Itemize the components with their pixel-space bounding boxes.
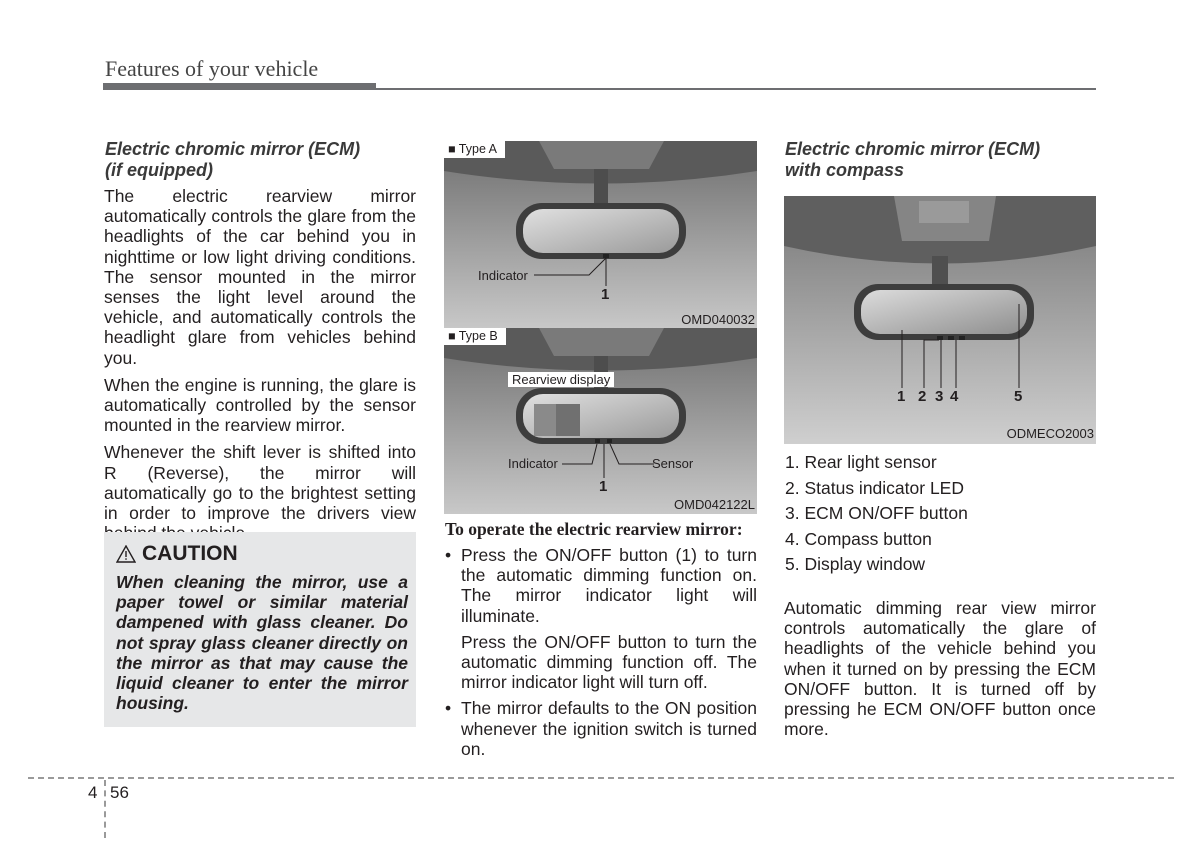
- bullet-item: [445, 698, 757, 759]
- ecm-paragraph-3: Whenever the shift lever is shifted into R (Reverse), the mirror will automatically go to the brightest setting in order to improve the drivers view: [104, 442, 416, 524]
- list-item: 4. Compass button: [785, 528, 932, 549]
- callout-number: 1: [897, 388, 906, 405]
- header-rule-thin: [376, 88, 1096, 90]
- figure-type-b: [444, 328, 757, 514]
- callout-number-1-a: 1: [601, 286, 610, 303]
- list-item: 2. Status indicator LED: [785, 477, 964, 498]
- ecm-paragraph-2: When the engine is running, the glare is automatically controlled by the sensor mounted in the rearview mirror.: [104, 374, 416, 436]
- ecm-paragraph-1: The electric rearview mirror automatically controls the glare from the headlights of the car behind you in nighttime or low light driving conditions. The sensor mounted in the mirror senses the light level around the vehicle, and automatically controls the headlight glare from vehicles behind you.: [104, 186, 416, 368]
- page-number: 56: [110, 783, 129, 802]
- operate-heading: To operate the electric rearview mirror:: [445, 519, 743, 539]
- figure-compass-mirror: [784, 196, 1096, 444]
- caution-box: [104, 532, 416, 727]
- compass-paragraph: Automatic dimming rear view mirror controls automatically the glare of headlights of the vehicle behind you when it turned on by pressing the ECM ON/OFF button. It is turned off by pressing he ECM ON/OFF button once more.: [784, 598, 1096, 740]
- rearview-display-callout: Rearview display: [508, 372, 614, 387]
- figure-type-a-code: OMD040032: [681, 312, 755, 327]
- bullet-symbol: •: [445, 545, 452, 565]
- header-rule-thick: [103, 83, 376, 90]
- ecm-heading-line2: (if equipped): [105, 160, 213, 180]
- page-header-title: Features of your vehicle: [105, 56, 319, 81]
- compass-mirror-illustration: [784, 196, 1096, 444]
- compass-parts-list: [785, 450, 968, 578]
- bullet-2-text: The mirror defaults to the ON position whenever the ignition switch is turned on.: [461, 698, 757, 759]
- bullet-1-continuation: Press the ON/OFF button to turn the automatic dimming function off. The mirror indicator light will turn off.: [461, 631, 757, 693]
- ecm-compass-heading-line2: with compass: [785, 160, 905, 180]
- figure-type-a-tag: ■ Type A: [444, 141, 505, 158]
- ecm-compass-heading: [785, 139, 1105, 181]
- list-item: 3. ECM ON/OFF button: [785, 503, 968, 524]
- bullet-1-text: Press the ON/OFF button (1) to turn the automatic dimming function on. The mirror indicator light will illuminate.: [461, 545, 757, 626]
- callout-number: 2: [918, 388, 927, 405]
- footer-dashed-rule: [28, 777, 1174, 779]
- figure-type-b-code: OMD042122L: [674, 497, 755, 512]
- sensor-callout-b: Sensor: [652, 456, 694, 471]
- footer-dashed-divider: [104, 780, 106, 838]
- callout-number: 5: [1014, 388, 1023, 405]
- list-item: 1. Rear light sensor: [785, 452, 937, 472]
- ecm-compass-heading-line1: Electric chromic mirror (ECM): [785, 139, 1041, 159]
- warning-triangle-icon: [116, 545, 136, 563]
- bullet-symbol: •: [445, 698, 452, 719]
- figure-type-a: [444, 141, 757, 329]
- ecm-body: [104, 186, 416, 550]
- list-item: 5. Display window: [785, 554, 926, 575]
- figure-compass-code: ODMECO2003: [1006, 426, 1094, 441]
- chapter-number: 4: [88, 783, 98, 802]
- callout-number: 3: [935, 388, 944, 405]
- callout-number-1-b: 1: [599, 478, 608, 495]
- bullet-item: [445, 545, 757, 692]
- callout-number: 4: [950, 388, 959, 405]
- ecm-heading-line1: Electric chromic mirror (ECM): [105, 139, 361, 159]
- operate-bullets: [445, 545, 757, 765]
- figure-type-b-tag: ■ Type B: [444, 328, 506, 345]
- caution-title-text: CAUTION: [142, 542, 238, 565]
- ecm-heading: [105, 139, 425, 181]
- indicator-callout-a: Indicator: [478, 268, 528, 283]
- caution-text: When cleaning the mirror, use a paper towel or similar material dampened with glass cleaner. Do not spray glass cleaner directly on the mirror as that may cause the liquid cleaner to enter the mirror housing.: [116, 572, 408, 714]
- indicator-callout-b: Indicator: [508, 456, 558, 471]
- caution-title: [116, 542, 238, 566]
